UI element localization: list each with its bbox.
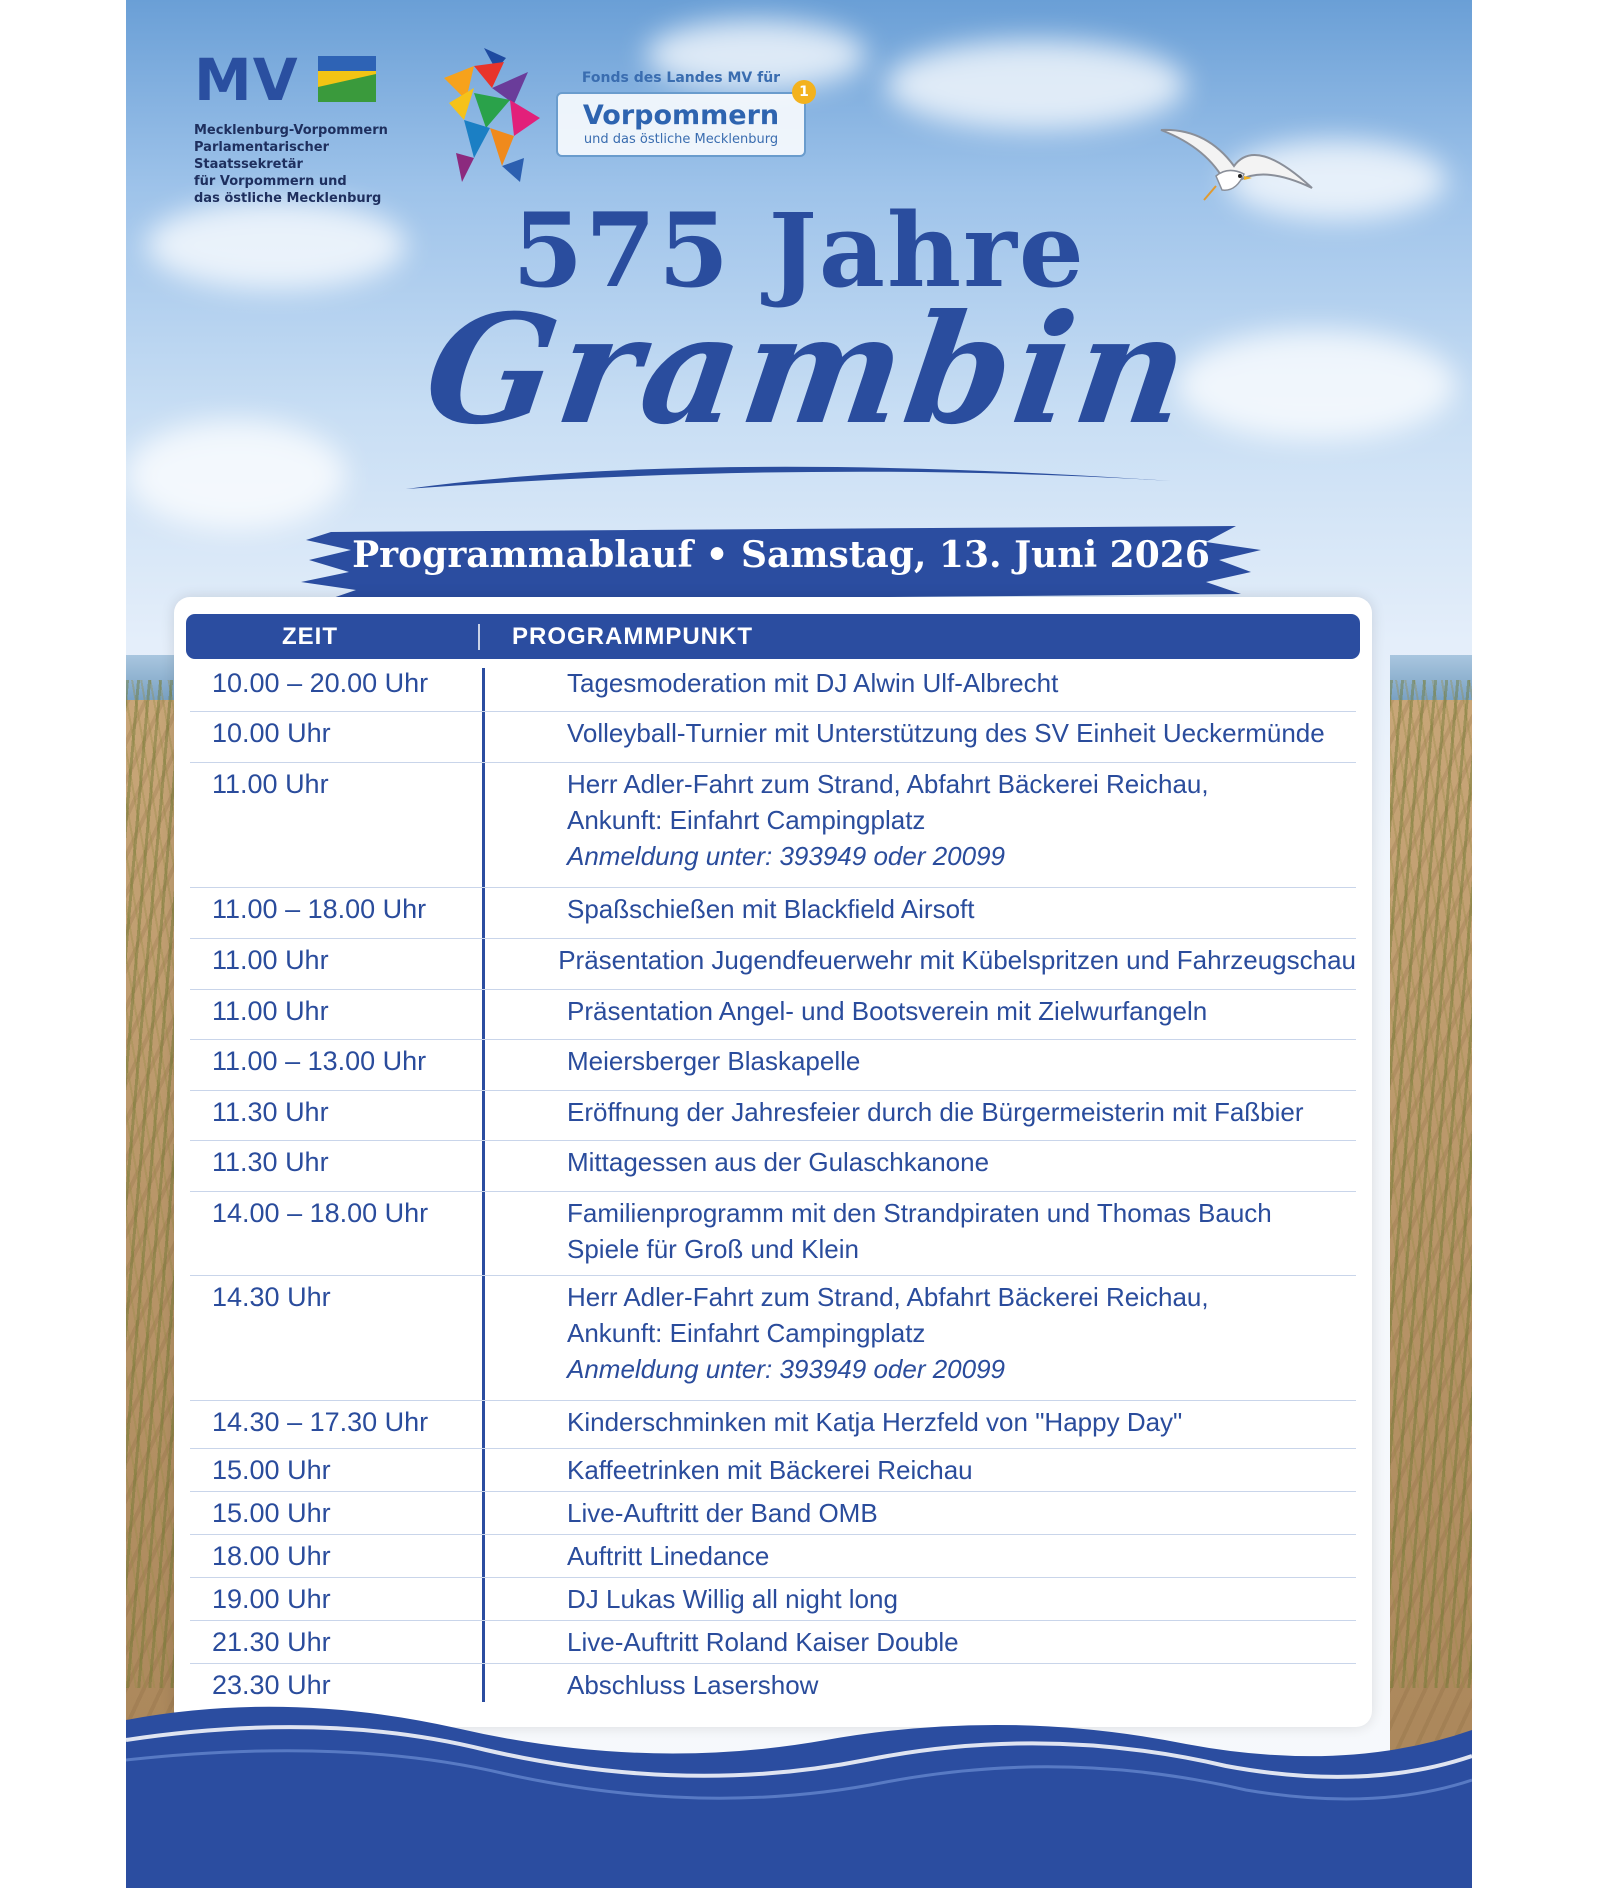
fonds-box xyxy=(556,84,809,157)
table-row xyxy=(190,763,1356,888)
program-line: Spiele für Groß und Klein xyxy=(567,1234,859,1264)
title-grambin: Grambin xyxy=(415,282,1203,458)
row-time: 11.30 Uhr xyxy=(212,1097,329,1127)
fonds-caption: Fonds des Landes MV für xyxy=(581,70,781,86)
row-time: 11.00 Uhr xyxy=(212,945,329,975)
row-time: 19.00 Uhr xyxy=(212,1584,331,1614)
table-row xyxy=(190,1401,1356,1449)
row-time: 23.30 Uhr xyxy=(212,1670,331,1700)
row-time: 11.00 – 18.00 Uhr xyxy=(212,894,427,924)
row-time: 14.30 – 17.30 Uhr xyxy=(212,1407,429,1437)
mv-line: Parlamentarischer Staatssekretär xyxy=(194,140,329,172)
row-program xyxy=(507,712,1325,762)
fonds-badge: 1 xyxy=(792,80,816,104)
table-row xyxy=(190,1492,1356,1535)
table-row xyxy=(190,1192,1356,1276)
program-line: Kaffeetrinken mit Bäckerei Reichau xyxy=(567,1455,973,1485)
row-program xyxy=(507,1492,878,1534)
row-time: 10.00 – 20.00 Uhr xyxy=(212,668,429,698)
program-line: Kinderschminken mit Katja Herzfeld von "Happy Day" xyxy=(567,1407,1183,1437)
poster xyxy=(126,0,1472,1888)
mv-logo xyxy=(194,46,424,207)
row-time: 11.30 Uhr xyxy=(212,1147,329,1177)
program-rows xyxy=(190,662,1356,1707)
brush-swoosh xyxy=(396,455,1176,495)
program-line: Meiersberger Blaskapelle xyxy=(567,1046,861,1076)
mv-subtitle xyxy=(194,122,424,207)
row-time: 18.00 Uhr xyxy=(212,1541,331,1571)
header-separator xyxy=(478,624,480,650)
program-line: Herr Adler-Fahrt zum Strand, Abfahrt Bäckerei Reichau, xyxy=(567,1282,1209,1312)
row-time: 14.30 Uhr xyxy=(212,1282,331,1312)
table-row xyxy=(190,662,1356,712)
mv-line: Mecklenburg-Vorpommern xyxy=(194,123,388,138)
row-program xyxy=(507,1401,1182,1448)
seagull-icon xyxy=(1156,118,1316,208)
table-row xyxy=(190,1091,1356,1141)
row-program xyxy=(498,939,1356,989)
row-program xyxy=(507,662,1058,711)
column-header-time: ZEIT xyxy=(282,623,338,650)
table-row xyxy=(190,1449,1356,1492)
program-line: Volleyball-Turnier mit Unterstützung des SV Einheit Ueckermünde xyxy=(567,718,1325,748)
row-time: 11.00 Uhr xyxy=(212,996,329,1026)
program-line: Herr Adler-Fahrt zum Strand, Abfahrt Bäckerei Reichau, xyxy=(567,769,1209,799)
table-row xyxy=(190,990,1356,1040)
fonds-logo xyxy=(556,70,809,157)
table-row xyxy=(190,1578,1356,1621)
row-time: 11.00 Uhr xyxy=(212,769,329,799)
row-program xyxy=(507,1535,769,1577)
row-time: 21.30 Uhr xyxy=(212,1627,331,1657)
table-row xyxy=(190,888,1356,939)
program-banner: Programmablauf • Samstag, 13. Juni 2026 xyxy=(352,534,1210,576)
row-program xyxy=(507,1141,989,1191)
grass-right xyxy=(1390,680,1472,1688)
program-line: Ankunft: Einfahrt Campingplatz xyxy=(567,1318,926,1348)
program-line: Tagesmoderation mit DJ Alwin Ulf-Albrecht xyxy=(567,668,1059,698)
row-program xyxy=(507,763,1209,887)
row-time: 10.00 Uhr xyxy=(212,718,331,748)
program-line: Eröffnung der Jahresfeier durch die Bürgermeisterin mit Faßbier xyxy=(567,1097,1304,1127)
row-program xyxy=(507,888,975,938)
row-time: 11.00 – 13.00 Uhr xyxy=(212,1046,427,1076)
row-program xyxy=(507,1449,973,1491)
table-row xyxy=(190,939,1356,990)
program-line: Ankunft: Einfahrt Campingplatz xyxy=(567,805,926,835)
fonds-subtitle: und das östliche Mecklenburg xyxy=(583,132,779,147)
program-line: Auftritt Linedance xyxy=(567,1541,770,1571)
table-row xyxy=(190,1040,1356,1091)
row-program xyxy=(507,1621,959,1663)
table-row xyxy=(190,1141,1356,1192)
row-program xyxy=(507,1091,1304,1140)
row-program xyxy=(507,1192,1272,1275)
registration-note: Anmeldung unter: 393949 oder 20099 xyxy=(567,841,1006,871)
program-line: Mittagessen aus der Gulaschkanone xyxy=(567,1147,990,1177)
fonds-name: Vorpommern xyxy=(582,100,780,131)
program-line: Live-Auftritt Roland Kaiser Double xyxy=(567,1627,959,1657)
registration-note: Anmeldung unter: 393949 oder 20099 xyxy=(567,1354,1006,1384)
row-time: 14.00 – 18.00 Uhr xyxy=(212,1198,429,1228)
program-line: Präsentation Jugendfeuerwehr mit Kübelspritzen und Fahrzeugschau xyxy=(558,945,1356,975)
table-header xyxy=(186,614,1360,659)
row-program xyxy=(507,1276,1209,1400)
program-line: DJ Lukas Willig all night long xyxy=(567,1584,898,1614)
program-line: Spaßschießen mit Blackfield Airsoft xyxy=(567,894,975,924)
griffin-figure-icon xyxy=(444,48,544,182)
table-row xyxy=(190,1621,1356,1664)
title-years: 575 Jahre xyxy=(512,191,1086,311)
row-program xyxy=(507,990,1207,1039)
program-line: Familienprogramm mit den Strandpiraten und Thomas Bauch xyxy=(567,1198,1272,1228)
wave-footer xyxy=(126,1700,1472,1888)
program-line: Live-Auftritt der Band OMB xyxy=(567,1498,878,1528)
table-row xyxy=(190,1535,1356,1578)
row-program xyxy=(507,1040,860,1090)
table-row xyxy=(190,1276,1356,1401)
row-program xyxy=(507,1578,898,1620)
cloud xyxy=(886,40,1186,130)
mv-flag-icon xyxy=(318,56,376,102)
mv-mark: MV xyxy=(194,46,299,114)
row-time: 15.00 Uhr xyxy=(212,1498,331,1528)
mv-line: für Vorpommern und xyxy=(194,174,347,189)
table-row xyxy=(190,712,1356,763)
row-time: 15.00 Uhr xyxy=(212,1455,331,1485)
column-header-program: PROGRAMMPUNKT xyxy=(512,623,753,650)
program-line: Präsentation Angel- und Bootsverein mit Zielwurfangeln xyxy=(567,996,1208,1026)
mv-line: das östliche Mecklenburg xyxy=(194,191,382,206)
program-line: Abschluss Lasershow xyxy=(567,1670,819,1700)
